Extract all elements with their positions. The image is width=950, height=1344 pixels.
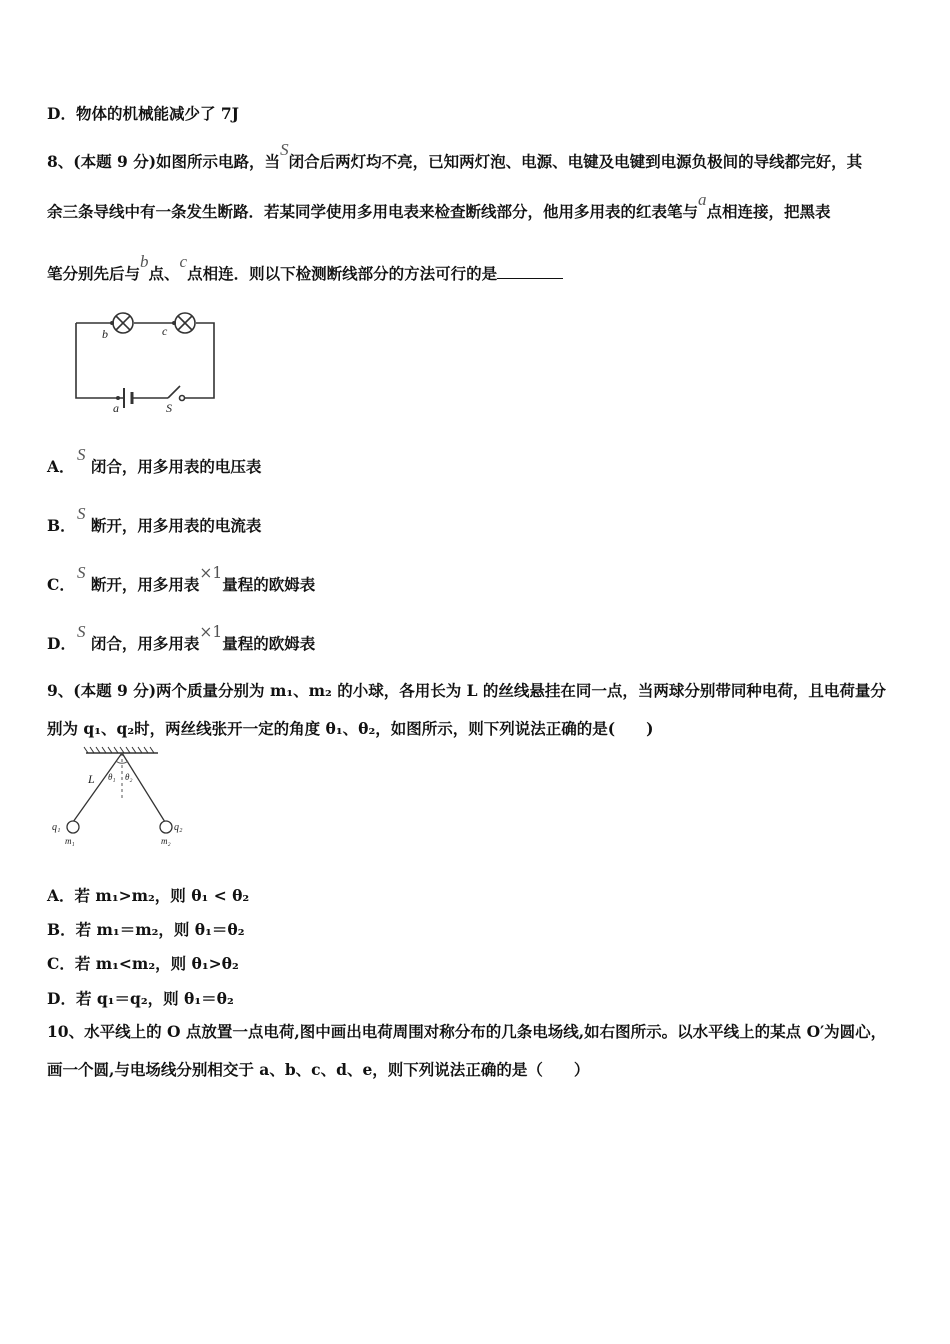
q9-option-b — [47, 918, 245, 940]
label-theta1: θ₁ — [108, 772, 116, 782]
range-x1: ×1 — [199, 564, 223, 582]
label-q1: q₁ — [52, 822, 61, 833]
prev-option-d — [47, 102, 239, 124]
q8-line2 — [47, 190, 831, 222]
var-s: S — [77, 563, 86, 582]
q10-number: 10、 — [47, 1022, 85, 1041]
option-text: 物体的机械能减少了 7J — [75, 104, 239, 123]
var-s: S — [77, 504, 86, 523]
option-label: B． — [47, 920, 76, 939]
q8-option-a — [47, 445, 262, 477]
var-c: c — [179, 252, 188, 271]
label-q2: q₂ — [174, 822, 183, 833]
label-theta2: θ₂ — [125, 772, 133, 782]
var-b: b — [140, 252, 149, 271]
option-text: 若 m₁>m₂，则 θ₁ < θ₂ — [74, 886, 250, 905]
thread-2 — [122, 753, 165, 822]
switch-blade — [168, 386, 180, 398]
q8-text: 如图所示电路，当 — [156, 152, 281, 171]
q9-option-a — [47, 884, 249, 906]
option-text: 量程的欧姆表 — [222, 575, 316, 594]
q9-line2 — [47, 717, 653, 739]
option-label: A． — [47, 886, 75, 905]
thread-1 — [73, 753, 122, 822]
var-a: a — [698, 190, 707, 209]
q10-line2 — [47, 1058, 589, 1080]
q9-text: 别为 q₁、q₂时，两丝线张开一定的角度 θ₁、θ₂，如图所示，则下列说法正确的是( ) — [47, 719, 654, 738]
q8-text: 笔分别先后与 — [47, 264, 141, 283]
q8-text: 点相连．则以下检测断线部分的方法可行的是 — [187, 264, 498, 283]
option-label: D． — [47, 989, 76, 1008]
label-m1: m₁ — [65, 836, 75, 846]
option-text: 量程的欧姆表 — [222, 634, 316, 653]
q9-line1 — [47, 679, 886, 701]
option-text: 断开，用多用表的电流表 — [90, 516, 262, 535]
q8-text: 闭合后两灯均不亮，已知两灯泡、电源、电键及电键到电源负极间的导线都完好，其 — [288, 152, 863, 171]
option-text: 闭合，用多用表 — [90, 634, 200, 653]
var-s: S — [77, 622, 86, 641]
option-text: 断开，用多用表 — [90, 575, 200, 594]
label-l: L — [88, 772, 95, 786]
q10-line1 — [47, 1020, 886, 1042]
q8-option-b — [47, 504, 262, 536]
option-text: 若 m₁<m₂，则 θ₁>θ₂ — [74, 954, 239, 973]
q10-text: 水平线上的 O 点放置一点电荷,图中画出电荷周围对称分布的几条电场线,如右图所示。以水平线上的某点 O′为圆心， — [84, 1022, 887, 1041]
range-x1: ×1 — [199, 623, 223, 641]
option-label: A． — [47, 457, 75, 476]
pendulum-diagram — [50, 745, 200, 850]
ball-2 — [160, 821, 172, 833]
label-a: a — [113, 401, 119, 415]
q8-text: 余三条导线中有一条发生断路．若某同学使用多用电表来检查断线部分，他用多用表的红表笔与 — [47, 202, 699, 221]
label-s: S — [166, 401, 172, 415]
q8-text: 点、 — [148, 264, 180, 283]
option-label: C． — [47, 575, 75, 594]
ball-1 — [67, 821, 79, 833]
label-c: c — [162, 324, 168, 338]
q9-option-c — [47, 952, 239, 974]
q8-option-c — [47, 563, 316, 595]
answer-blank — [497, 266, 563, 279]
option-label: B． — [47, 516, 76, 535]
option-text: 若 m₁＝m₂，则 θ₁＝θ₂ — [75, 920, 245, 939]
q8-number: 8、 — [47, 152, 74, 171]
q8-text: 点相连接，把黑表 — [706, 202, 831, 221]
option-label: D． — [47, 634, 76, 653]
q9-number: 9、 — [47, 681, 74, 700]
q9-points: (本题 9 分) — [73, 681, 157, 700]
q9-text: 两个质量分别为 m₁、m₂ 的小球，各用长为 L 的丝线悬挂在同一点，当两球分别带同种电荷，且电荷量分 — [156, 681, 886, 700]
q8-line3 — [47, 252, 563, 284]
q8-option-d — [47, 622, 316, 654]
label-b: b — [102, 327, 108, 341]
var-s: S — [77, 445, 86, 464]
q8-points: (本题 9 分) — [73, 152, 157, 171]
q10-text: 画一个圆,与电场线分别相交于 a、b、c、d、e，则下列说法正确的是（ ） — [47, 1060, 590, 1079]
var-s: S — [280, 140, 289, 159]
q8-line1 — [47, 140, 863, 172]
circuit-diagram — [68, 308, 248, 420]
option-text: 若 q₁＝q₂，则 θ₁＝θ₂ — [75, 989, 234, 1008]
label-m2: m₂ — [161, 836, 171, 846]
option-label: C． — [47, 954, 75, 973]
option-label: D． — [47, 104, 76, 123]
q9-option-d — [47, 987, 234, 1009]
option-text: 闭合，用多用表的电压表 — [90, 457, 262, 476]
